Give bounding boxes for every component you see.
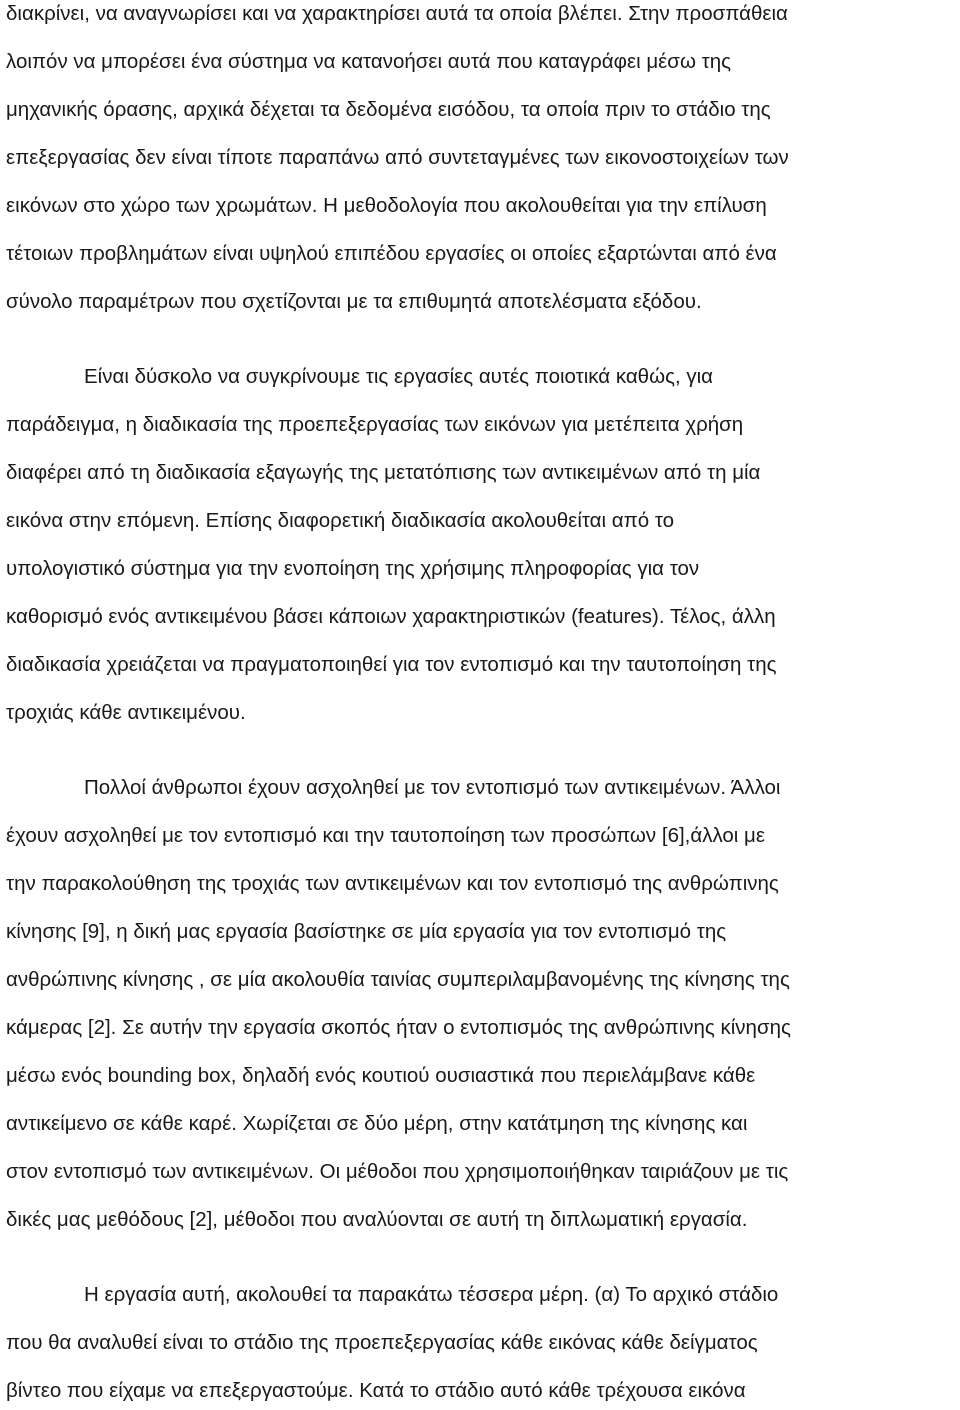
text-line: μέσω ενός bounding box, δηλαδή ενός κουτιού ουσιαστικά που περιελάμβανε κάθε [6, 1064, 756, 1087]
text-line: μηχανικής όρασης, αρχικά δέχεται τα δεδομένα εισόδου, τα οποία πριν το στάδιο της [6, 98, 771, 121]
text-line: που θα αναλυθεί είναι το στάδιο της προεπεξεργασίας κάθε εικόνας κάθε δείγματος [6, 1331, 758, 1354]
text-line: επεξεργασίας δεν είναι τίποτε παραπάνω από συντεταγμένες των εικονοστοιχείων των [6, 146, 789, 169]
text-line: λοιπόν να μπορέσει ένα σύστημα να κατανοήσει αυτά που καταγράφει μέσω της [6, 50, 732, 73]
text-line: Πολλοί άνθρωποι έχουν ασχοληθεί με τον εντοπισμό των αντικειμένων. Άλλοι [84, 776, 781, 799]
text-line: Είναι δύσκολο να συγκρίνουμε τις εργασίες αυτές ποιοτικά καθώς, για [84, 365, 714, 388]
text-line: σύνολο παραμέτρων που σχετίζονται με τα επιθυμητά αποτελέσματα εξόδου. [6, 290, 702, 313]
text-line: αντικείμενο σε κάθε καρέ. Χωρίζεται σε δύο μέρη, στην κατάτμηση της κίνησης και [6, 1112, 748, 1135]
text-line: διακρίνει, να αναγνωρίσει και να χαρακτηρίσει αυτά τα οποία βλέπει. Στην προσπάθεια [6, 2, 788, 25]
text-line: τροχιάς κάθε αντικειμένου. [6, 701, 246, 724]
text-line: διαδικασία χρειάζεται να πραγματοποιηθεί για τον εντοπισμό και την ταυτοποίηση της [6, 653, 777, 676]
text-line: την παρακολούθηση της τροχιάς των αντικειμένων και τον εντοπισμό της ανθρώπινης [6, 872, 779, 895]
text-line: κίνησης [9], η δική μας εργασία βασίστηκε σε μία εργασία για τον εντοπισμό της [6, 920, 727, 943]
text-line: εικόνων στο χώρο των χρωμάτων. Η μεθοδολογία που ακολουθείται για την επίλυση [6, 194, 767, 217]
text-line: δικές μας μεθόδους [2], μέθοδοι που αναλύονται σε αυτή τη διπλωματική εργασία. [6, 1208, 748, 1231]
text-line: Η εργασία αυτή, ακολουθεί τα παρακάτω τέσσερα μέρη. (α) Το αρχικό στάδιο [84, 1283, 779, 1306]
text-line: υπολογιστικό σύστημα για την ενοποίηση της χρήσιμης πληροφορίας για τον [6, 557, 700, 580]
text-line: ανθρώπινης κίνησης , σε μία ακολουθία ταινίας συμπεριλαμβανομένης της κίνησης της [6, 968, 790, 991]
text-line: στον εντοπισμό των αντικειμένων. Οι μέθοδοι που χρησιμοποιήθηκαν ταιριάζουν με τις [6, 1160, 789, 1183]
text-line: εικόνα στην επόμενη. Επίσης διαφορετική διαδικασία ακολουθείται από το [6, 509, 675, 532]
text-line: παράδειγμα, η διαδικασία της προεπεξεργασίας των εικόνων για μετέπειτα χρήση [6, 413, 744, 436]
text-line: καθορισμό ενός αντικειμένου βάσει κάποιων χαρακτηριστικών (features). Τέλος, άλλη [6, 605, 776, 628]
text-line: έχουν ασχοληθεί με τον εντοπισμό και την ταυτοποίηση των προσώπων [6],άλλοι με [6, 824, 766, 847]
text-line: βίντεο που είχαμε να επεξεργαστούμε. Κατά το στάδιο αυτό κάθε τρέχουσα εικόνα [6, 1379, 746, 1402]
text-line: τέτοιων προβλημάτων είναι υψηλού επιπέδου εργασίες οι οποίες εξαρτώνται από ένα [6, 242, 777, 265]
text-line: διαφέρει από τη διαδικασία εξαγωγής της μετατόπισης των αντικειμένων από τη μία [6, 461, 761, 484]
text-line: κάμερας [2]. Σε αυτήν την εργασία σκοπός ήταν ο εντοπισμός της ανθρώπινης κίνησης [6, 1016, 791, 1039]
